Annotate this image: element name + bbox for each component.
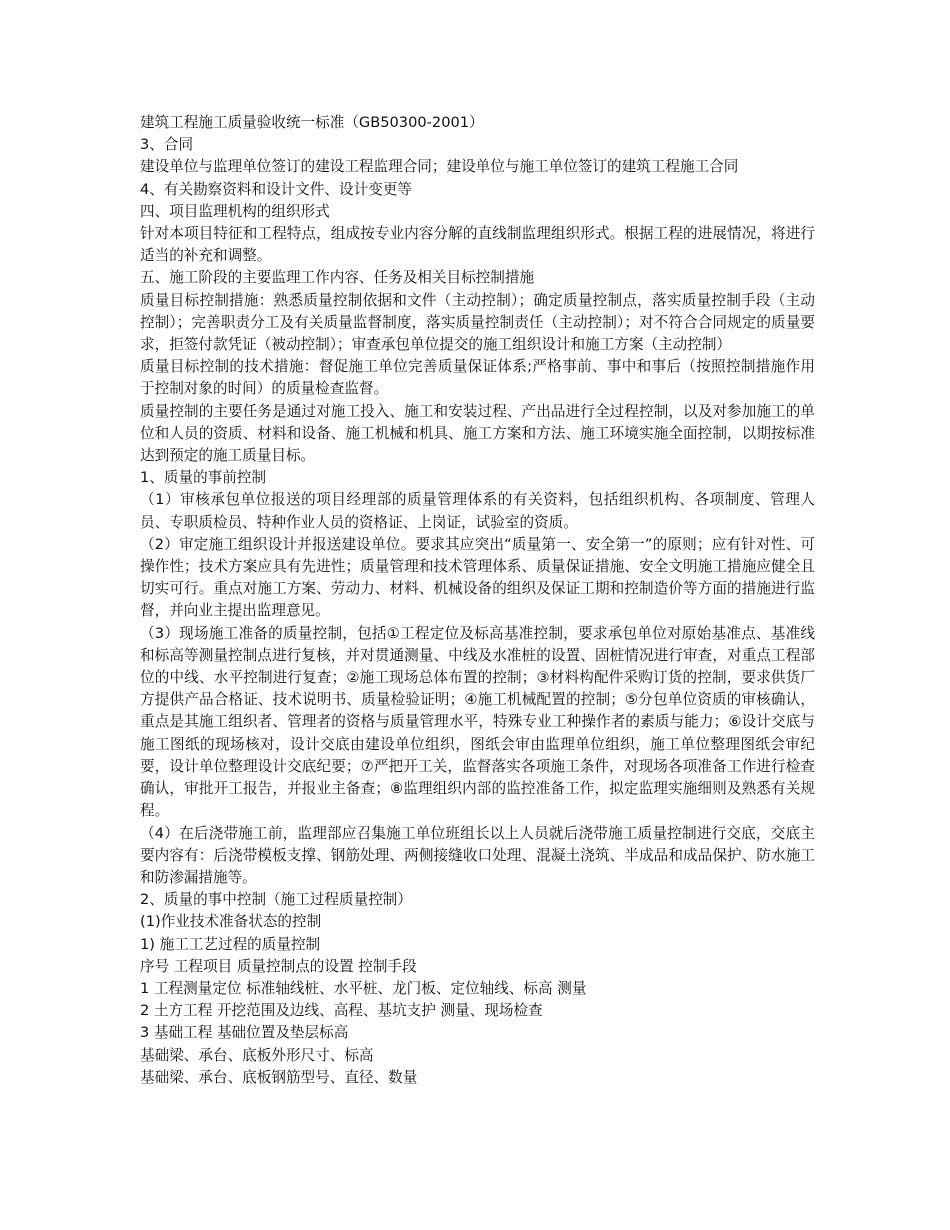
section-heading-in-process-control: 2、质量的事中控制（施工过程质量控制） xyxy=(140,891,412,909)
document-page xyxy=(140,112,815,1089)
section-heading-pre-control: 1、质量的事前控制 xyxy=(140,469,267,487)
pre-control-item-1: （1）审核承包单位报送的项目经理部的质量管理体系的有关资料，包括组织机构、各项制度、管理人员、专职质检员、特种作业人员的资格证、上岗证，试验室的资质。 xyxy=(140,491,815,531)
section-heading-survey-materials: 4、有关勘察资料和设计文件、设计变更等 xyxy=(140,180,412,198)
table-row-1: 1 工程测量定位 标准轴线桩、水平桩、龙门板、定位轴线、标高 测量 xyxy=(140,979,587,997)
pre-control-item-3: （3）现场施工准备的质量控制，包括①工程定位及标高基准控制，要求承包单位对原始基准点、基准线和标高等测量控制点进行复核，并对贯通测量、中线及水准桩的设置、固桩情况进行审查，对重点工程部位的中线、水平控制进行复查；②施工现场总体布置的控制；③材料构配件采购订货的控制，要求供货厂方提供产品合格证、技术说明书、质量检验证明；④施工机械配置的控制；⑤分包单位资质的审核确认，重点是其施工组织者、管理者的资格与质量管理水平，特殊专业工种操作者的素质与能力；⑥设计交底与施工图纸的现场核对，设计交底由建设单位组织，图纸会审由监理单位组织，施工单位整理图纸会审纪要，设计单位整理设计交底纪要；⑦严把开工关，监督落实各项施工条件，对现场各项准备工作进行检查确认，审批开工报告，并报业主备查；⑧监理组织内部的监控准备工作，拟定监理实施细则及熟悉有关规程。 xyxy=(140,624,815,820)
organization-form-paragraph: 针对本项目特征和工程特点，组成按专业内容分解的直线制监理组织形式。根据工程的进展情况，将进行适当的补充和调整。 xyxy=(140,225,815,265)
table-row-2: 2 土方工程 开挖范围及边线、高程、基坑支护 测量、现场检查 xyxy=(140,1002,543,1020)
pre-control-item-4: （4）在后浇带施工前，监理部应召集施工单位班组长以上人员就后浇带施工质量控制进行交底，交底主要内容有：后浇带模板支撑、钢筋处理、两侧接缝收口处理、混凝土浇筑、半成品和成品保护、防水施工和防渗漏措施等。 xyxy=(140,824,815,886)
subheading-process-quality-control: 1) 施工工艺过程的质量控制 xyxy=(140,935,321,953)
table-row-3: 3 基础工程 基础位置及垫层标高 xyxy=(140,1024,349,1042)
quality-control-measures-paragraph: 质量目标控制措施：熟悉质量控制依据和文件（主动控制）；确定质量控制点，落实质量控制手段（主动控制）；完善职责分工及有关质量监督制度，落实质量控制责任（主动控制）；对不符合合同规定的质量要求，拒签付款凭证（被动控制）；审查承包单位提交的施工组织设计和施工方案（主动控制） xyxy=(140,291,815,354)
table-row-3-detail-1: 基础梁、承台、底板外形尺寸、标高 xyxy=(140,1046,374,1064)
pre-control-item-2: （2）审定施工组织设计并报送建设单位。要求其应突出“质量第一、安全第一”的原则；应有针对性、可操作性；技术方案应具有先进性；质量管理和技术管理体系、质量保证措施、安全文明施工措施应健全且切实可行。重点对施工方案、劳动力、材料、机械设备的组织及保证工期和控制造价等方面的措施进行监督，并向业主提出监理意见。 xyxy=(140,535,815,620)
standard-reference-line: 建筑工程施工质量验收统一标准（GB50300-2001） xyxy=(140,114,484,131)
section-heading-contract: 3、合同 xyxy=(140,136,194,154)
technical-measures-paragraph: 质量目标控制的技术措施：督促施工单位完善质量保证体系;严格事前、事中和事后（按照控制措施作用于控制对象的时间）的质量检查监督。 xyxy=(140,358,815,398)
section-heading-organization-form: 四、项目监理机构的组织形式 xyxy=(140,202,330,220)
contract-description-line: 建设单位与监理单位签订的建设工程监理合同；建设单位与施工单位签订的建筑工程施工合同 xyxy=(140,158,739,176)
main-tasks-paragraph: 质量控制的主要任务是通过对施工投入、施工和安装过程、产出品进行全过程控制，以及对参加施工的单位和人员的资质、材料和设备、施工机械和机具、施工方案和方法、施工环境实施全面控制，以期按标准达到预定的施工质量目标。 xyxy=(140,402,815,465)
table-header-line: 序号 工程项目 质量控制点的设置 控制手段 xyxy=(140,957,417,975)
section-heading-construction-stage: 五、施工阶段的主要监理工作内容、任务及相关目标控制措施 xyxy=(140,269,535,287)
subheading-work-preparation: (1)作业技术准备状态的控制 xyxy=(140,913,322,931)
table-row-3-detail-2: 基础梁、承台、底板钢筋型号、直径、数量 xyxy=(140,1068,418,1086)
